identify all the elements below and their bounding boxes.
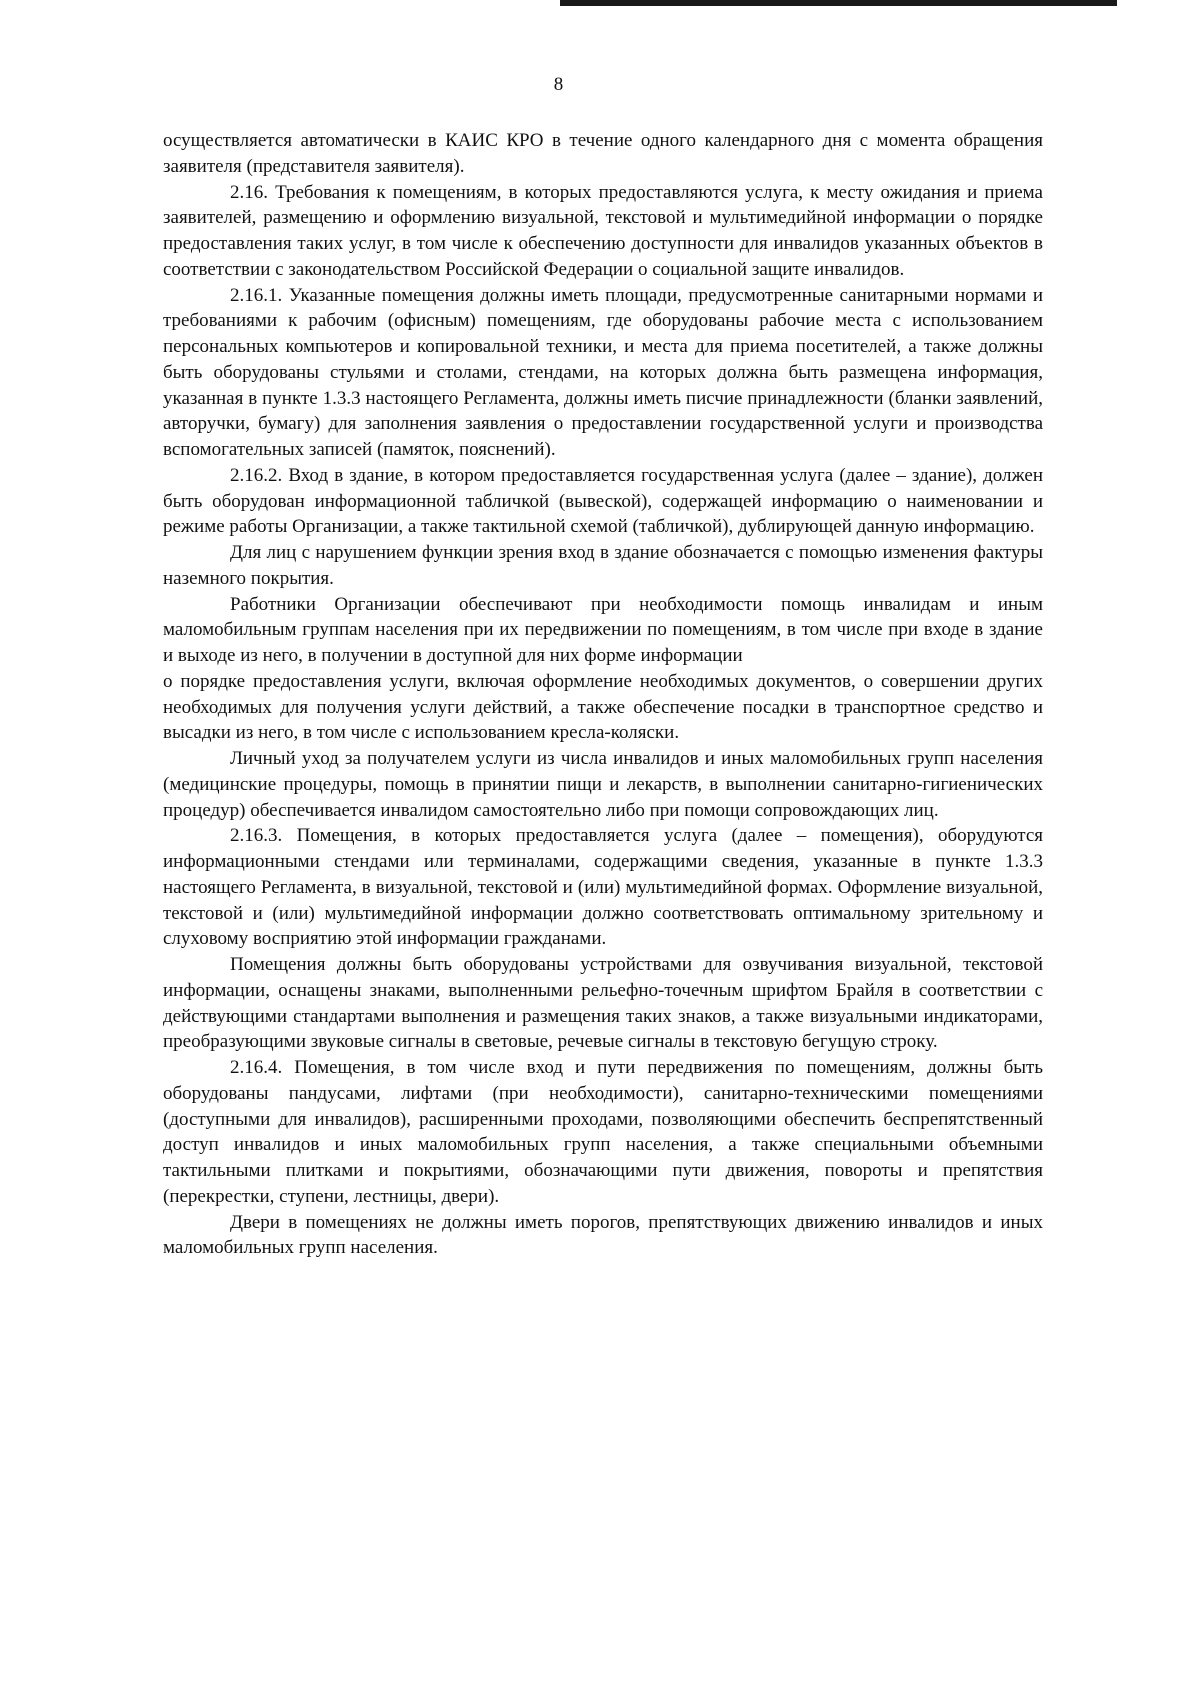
page-number: 8 [553,74,564,95]
document-body [163,128,1043,1261]
paragraph-audio-braille-equipment: Помещения должны быть оборудованы устройствами для озвучивания визуальной, текстовой информации, оснащены знаками, выполненными рельефно-точечным шрифтом Брайля в соответствии с действующими стандартами выполнения и размещения таких знаков, а также визуальными индикаторами, преобразующими звуковые сигналы в световые, речевые сигналы в текстовую бегущую строку. [163,954,1043,1053]
paragraph-continuation: осуществляется автоматически в КАИС КРО в течение одного календарного дня с момента обращения заявителя (представителя заявителя). [163,130,1043,177]
paragraph-personal-care: Личный уход за получателем услуги из числа инвалидов и иных маломобильных групп населения (медицинские процедуры, помощь в принятии пищи и лекарств, в выполнении санитарно-гигиенических процедур) обеспечивается инвалидом самостоятельно либо при помощи сопровождающих лиц. [163,748,1043,821]
paragraph-2-16-2: 2.16.2. Вход в здание, в котором предоставляется государственная услуга (далее – здание), должен быть оборудован информационной табличкой (вывеской), содержащей информацию о наименовании и режиме работы Организации, а также тактильной схемой (табличкой), дублирующей данную информацию. [163,464,1043,538]
paragraph-vision-impaired-entrance: Для лиц с нарушением функции зрения вход в здание обозначается с помощью изменения фактуры наземного покрытия. [163,542,1043,589]
paragraph-2-16-4: 2.16.4. Помещения, в том числе вход и пути передвижения по помещениям, должны быть оборудованы пандусами, лифтами (при необходимости), санитарно-техническими помещениями (доступными для инвалидов), расширенными проходами, позволяющими обеспечить беспрепятственный доступ инвалидов и иных маломобильных групп населения, а также специальными объемными тактильными плитками и покрытиями, обозначающими пути движения, повороты и препятствия (перекрестки, ступени, лестницы, двери). [163,1057,1043,1207]
paragraph-2-16: 2.16. Требования к помещениям, в которых предоставляются услуга, к месту ожидания и приема заявителей, размещению и оформлению визуальной, текстовой и мультимедийной информации о порядке предоставления таких услуг, в том числе к обеспечению доступности для инвалидов указанных объектов в соответствии с законодательством Российской Федерации о социальной защите инвалидов. [163,181,1043,280]
paragraph-doors-thresholds: Двери в помещениях не должны иметь порогов, препятствующих движению инвалидов и иных маломобильных групп населения. [163,1211,1043,1259]
paragraph-2-16-3: 2.16.3. Помещения, в которых предоставляется услуга (далее – помещения), оборудуются информационными стендами или терминалами, содержащими сведения, указанные в пункте 1.3.3 настоящего Регламента, в визуальной, текстовой и (или) мультимедийной формах. Оформление визуальной, текстовой и (или) мультимедийной информации должно соответствовать оптимальному зрительному и слуховому восприятию этой информации гражданами. [163,825,1043,950]
paragraph-staff-assistance: Работники Организации обеспечивают при необходимости помощь инвалидам и иным маломобильным группам населения при их передвижении по помещениям, в том числе при входе в здание и выходе из него, в получении в доступной для них форме информации [163,593,1043,666]
paragraph-staff-assistance-continued: о порядке предоставления услуги, включая оформление необходимых документов, о совершении других необходимых для получения услуги действий, а также обеспечение посадки в транспортное средство и высадки из него, в том числе с использованием кресла-коляски. [163,670,1043,744]
paragraph-2-16-1: 2.16.1. Указанные помещения должны иметь площади, предусмотренные санитарными нормами и требованиями к рабочим (офисным) помещениям, где оборудованы рабочие места с использованием персональных компьютеров и копировальной техники, и места для приема посетителей, а также должны быть оборудованы стульями и столами, стендами, на которых должна быть размещена информация, указанная в пункте 1.3.3 настоящего Регламента, должны иметь писчие принадлежности (бланки заявлений, авторучки, бумагу) для заполнения заявления о предоставлении государственной услуги и производства вспомогательных записей (памяток, пояснений). [163,284,1043,460]
scan-top-edge-rule [560,0,1117,6]
